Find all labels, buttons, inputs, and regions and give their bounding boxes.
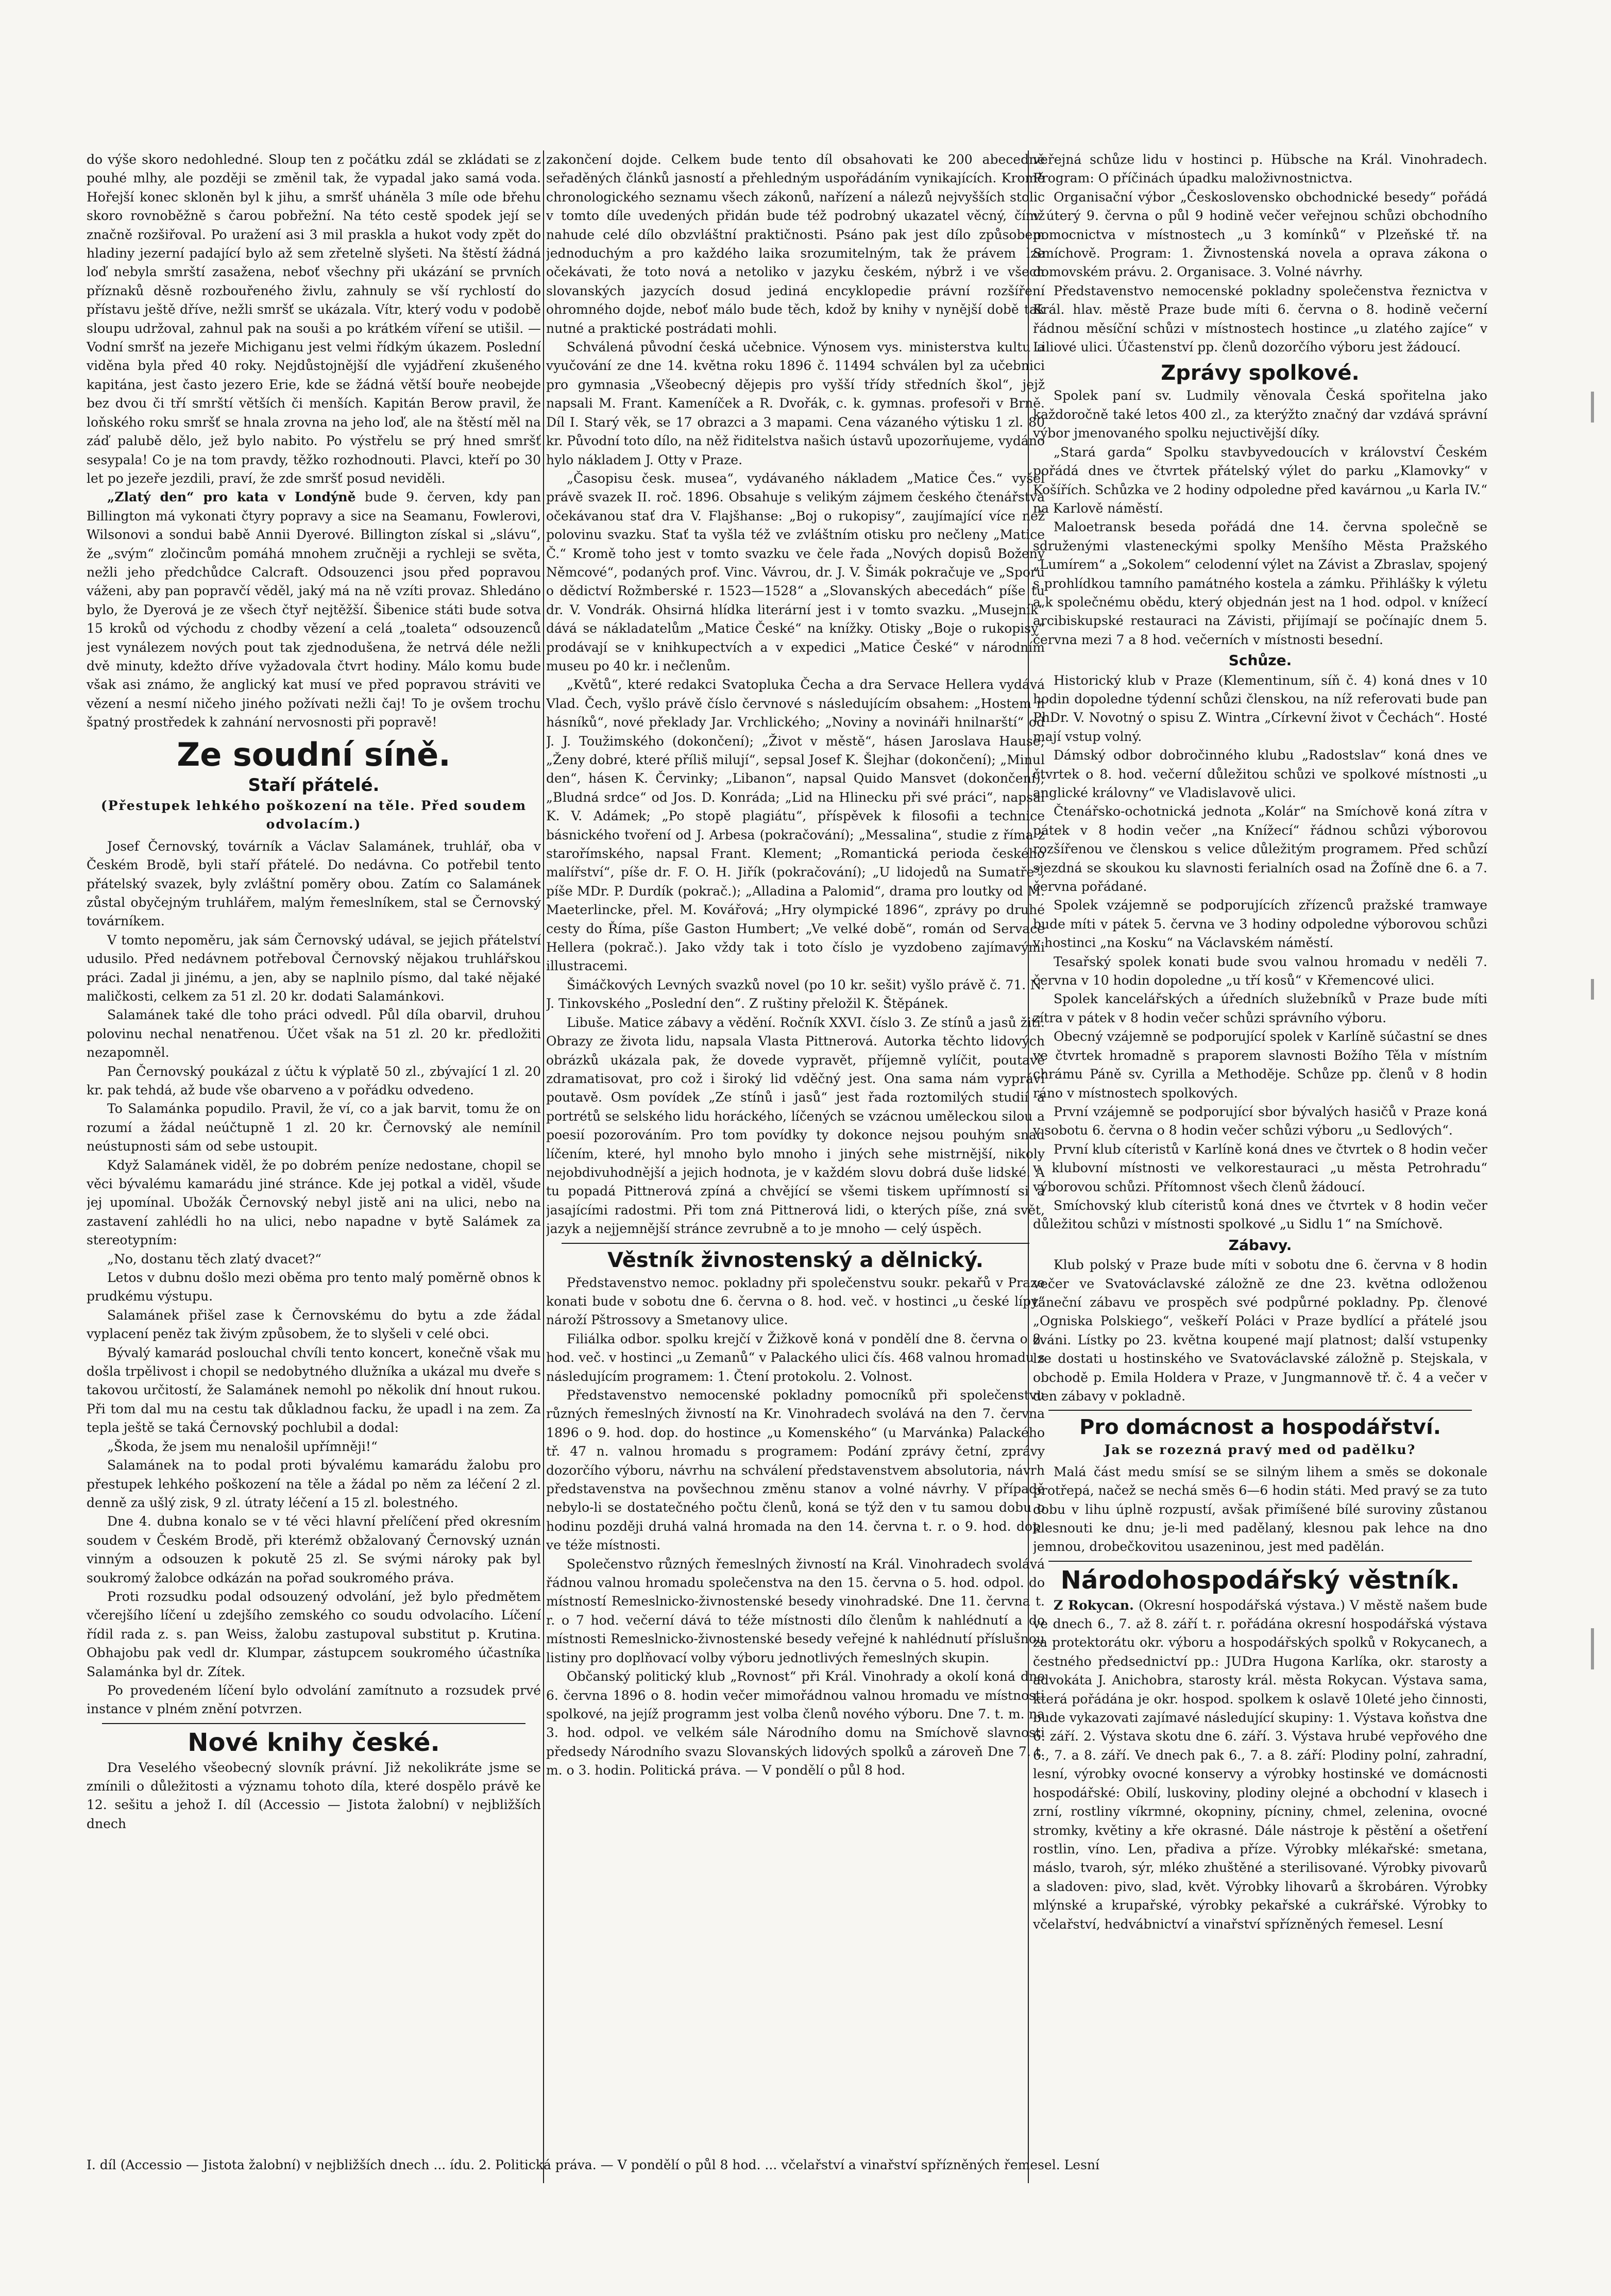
article-paragraph: Salamánek na to podal proti bývalému kamarádu žalobu pro přestupek lehkého poškození na těle a žádal po něm za léčení 2 zl. denně za ušlý zisk, 9 zl. útraty léčení a 15 zl. bolestného.: [87, 1458, 541, 1510]
article-text: bude 9. červen, kdy pan Billington má vykonati čtyry popravy a sice na Seamanu, Fowlerovi, Wilsonovi a sondui babě Annii Dyerové. Billington získal si „slávu“, že „svým“ zločincům pomáhá mnohem zručněji a rychleji se světa, nežli jeho předchůdce Calcraft. Odsouzenci jsou před popravou váženi, aby pan popravčí věděl, jaký má na ně vzíti provaz. Shledáno bylo, že Dyerová je ze všech čtyř nejtěžší. Šibenice státi bude sotva 15 kroků od východu z chodby vězení a celá „toaleta“ odsouzenců jest vynálezem nových pout tak zjednodušena, že netrvá déle nežli dvě minuty, kdežto dříve vyžadovala čtvrt hodiny. Málo komu bude však asi známo, že anglický kat musí ve před popravou stráviti ve vězení a nesmí ničeho jiného požívati nežli čaj! To je ovšem trochu špatný prostředek k zahnání nervosnosti při popravě!: [87, 489, 541, 730]
article-paragraph: V tomto nepoměru, jak sám Černovský udával, se jejich přátelství udusilo. Před nedávnem potřeboval Černovský nějakou truhlářskou práci. Zadal ji jinému, a jen, aby se naplnilo písmo, dal také nějaké maličkosti, celkem za 51 zl. 20 kr. dodati Salamánkovi.: [87, 932, 541, 1004]
article-paragraph: Salamánek přišel zase k Černovskému do bytu a zde žádal vyplacení peněz tak živým způsobem, že to slyšeli v celé obci.: [87, 1307, 541, 1342]
section-heading: Národohospodářský věstník.: [1060, 1565, 1460, 1595]
notice-paragraph: Historický klub v Praze (Klementinum, síň č. 4) koná dnes v 10 hodin dopoledne týdenní schůzi členskou, na níž referovati bude pan PhDr. V. Novotný o spisu Z. Wintra „Církevní život v Čechách“. Hosté mají vstup volný.: [1033, 672, 1487, 744]
article-paragraph: „Květů“, které redakci Svatopluka Čecha a dra Servace Hellera vydává Vlad. Čech, vyšlo právě číslo červnové s následujícím obsahem: „Hostem n hásníků“, nové překlady Jar. Vrchlického; „Noviny a novináři hnilnarští“ od J. J. Toužimského (dokončení); „Život v městě“, hásen Jaroslava Hause; „Ženy dobré, které příliš milují“, sepsal Josef K. Šlejhar (dokončení); „Minul den“, hásen K. Červinky; „Libanon“, napsal Quido Mansvet (dokončení); „Bludná srdce“ od Jos. D. Konráda; „Lid na Hlinecku při své práci“, napsal K. V. Adámek; „Po stopě plagiátu“, příspěvek k filosofii a technice básnického tvoření od J. Arbesa (pokračování); „Messalina“, studie z říma z starořímského, napsal Frant. Klement; „Romantická perioda českého malířství“, píše dr. F. O. H. Jiřík (pokračování); „U lidojedů na Sumatře“, píše MDr. P. Durdík (pokrač.); „Alladina a Palomid“, drama pro loutky od M. Maeterlincke, přel. M. Kovářová; „Hry olympické 1896“, zprávy po druhé cesty do Říma, píše Gaston Humbert; „Ve velké době“, román od Servace Hellera (pokrač.). Jako vždy tak i toto číslo je vyzdobeno zajímavými illustracemi.: [546, 677, 1045, 974]
separator: [1048, 1561, 1472, 1562]
article-paragraph: [87, 488, 541, 732]
scan-edge-mark: [1591, 979, 1594, 1000]
article-lead: Z Rokycan.: [1054, 1597, 1134, 1613]
notice-paragraph: Společenstvo různých řemeslných živností na Král. Vinohradech svolává řádnou valnou hromadu společenstva na den 15. června o 5. hod. odpol. do místností Remeslnicko-živnostenské besedy vinohradské. Dne 11. června t. r. o 7 hod. večerní dává to téže místnosti dílo členům k nahlédnutí a do místnosti Remeslnicko-živnostenské besedy veřejné k nahlédnutí příslušnou listiny pro doplňovací volby výboru jednotlivých řemeslných skupin.: [546, 1556, 1045, 1665]
article-paragraph: Schválená původní česká učebnice. Výnosem vys. ministerstva kultu a vyučování ze dne 14. května roku 1896 č. 11494 schválen byl za učebnici pro gymnasia „Všeobecný dějepis pro vyšší třídy středních škol“, jejž napsali M. Frant. Kameníček a R. Dvořák, c. k. gymnas. profesoři v Brně. Díl I. Starý věk, se 17 obrazci a 3 mapami. Cena vázaného výtisku 1 zl. 80 kr. Původní toto dílo, na něž řiditelstva našich ústavů upozorňujeme, vydáno hylo nákladem J. Otty v Praze.: [546, 340, 1045, 467]
notice-paragraph: Filiálka odbor. spolku krejčí v Žižkově koná v pondělí dne 8. června o 8. hod. več. v hostinci „u Zemanů“ v Palackého ulici čís. 468 valnou hromadu s následujícím programem: 1. Čtení protokolu. 2. Volnost.: [546, 1331, 1045, 1384]
notice-paragraph: Spolek paní sv. Ludmily věnovala Česká spořitelna jako každoročně také letos 400 zl., za kterýžto značný dar vzdává správní výbor jmenovaného spolku nejuctivější díky.: [1033, 388, 1487, 441]
article-paragraph: do výše skoro nedohledné. Sloup ten z počátku zdál se zkládati se z pouhé mlhy, ale později se změnil tak, že vypadal jako samá voda. Hořejší konec skloněn byl k jihu, a smršť uháněla 3 míle ode břehu skoro rovnoběžně s čarou pobřežní. Na této cestě spodek její se značně rozšiřoval. Po uražení asi 3 mil praskla a hukot vody zpět do hladiny jezerní padající bylo až sem zřetelně slyšeti. Na štěstí žádná loď nebyla smrští zasažena, neboť všechny při ukázání se prvních příznaků děsně rozbouřeného živlu, zahnuly se vší rychlostí do přístavu ještě dříve, nežli smršť se ukázala. Vítr, který vodu v podobě sloupu udržoval, zahnul pak na souši a po krátkém víření se utišil. — Vodní smršť na jezeře Michiganu jest velmi řídkým úkazem. Poslední viděna byla před 40 roky. Nejdůstojnější dle vyjádření zkušeného kapitána, jest často jezero Erie, kde se žádná větší bouře neobejde bez dvou či tří smrští větších či menších. Kapitán Berow pravil, že loňského roku smršť se hnala zrovna na jeho loď, ale na štěstí měl na záď palubě dělo, jež bylo nabito. Po výstřelu se prý hned smršť sesypala! Co je na tom pravdy, těžko rozhodnouti. Plavci, kteří po 30 let po jezeře jezdili, praví, že zde smršť posud neviděli.: [87, 152, 541, 486]
separator: [102, 1723, 525, 1724]
notice-paragraph: Klub polský v Praze bude míti v sobotu dne 6. června v 8 hodin večer ve Svatováclavské záložně ze dne 23. května odloženou taneční zábavu ve prospěch své podpůrné pokladny. Pp. členové „Ogniska Polskiego“, veškeří Poláci v Praze bydlící a přátelé jsou zváni. Lístky po 23. května koupené mají platnost; další vstupenky lze dostati u hostinského ve Svatováclavské záložně p. Stejskala, v obchodě p. Emila Holdera v Praze, v Jungmannově tř. č. 4 a večer v den zábavy v pokladně.: [1033, 1257, 1487, 1404]
notice-paragraph: Spolek vzájemně se podporujících zřízenců pražské tramwaye bude míti v pátek 5. června ve 3 hodiny odpoledne výborovou schůzi v hostinci „na Kosku“ na Václavském náměstí.: [1033, 898, 1487, 951]
notice-paragraph: Tesařský spolek konati bude svou valnou hromadu v neděli 7. června v 10 hodin dopoledne „u tří kosů“ v Křemencové ulici.: [1033, 954, 1487, 988]
article-paragraph: [1033, 1596, 1487, 1934]
article-paragraph: Když Salamánek viděl, že po dobrém peníze nedostane, chopil se věci bývalému kamarádu jiné stránce. Kde jej potkal a viděl, všude jej upomínal. Ubožák Černovský nebyl jistě ani na ulici, nebo na zastavení zahlédli ho na ulici, nebo napadne v bytě Salámek za stereotypním:: [87, 1157, 541, 1248]
article-paragraph: Dne 4. dubna konalo se v té věci hlavní přelíčení před okresním soudem v Českém Brodě, při kterémž obžalovaný Černovský uznán vinným a odsouzen k pokutě 25 zl. Se svými nároky pak byl soukromý žalobce odkázán na pořad soukromého práva.: [87, 1514, 541, 1585]
article-paragraph: Proti rozsudku podal odsouzený odvolání, jež bylo předmětem včerejšího líčení u zdejšího zemského co soudu odvolacího. Líčení řídil rada z. s. pan Weiss, žalobu zastupoval substitut p. Krutina. Obhajobu pak vedl dr. Klumpar, zástupcem soukromého účastníka Salamánka byl dr. Zítek.: [87, 1589, 541, 1679]
subsection-heading: Zábavy.: [1228, 1236, 1292, 1254]
separator: [1048, 1410, 1472, 1411]
article-paragraph: „Časopisu česk. musea“, vydávaného nákladem „Matice Čes.“ vyšel právě svazek II. roč. 1896. Obsahuje s velikým zájmem českého čtenářstva očekávanou stať dra V. Flajšhanse: „Boj o rukopisy“, zaujímající více než polovinu svazku. Stať ta vyšla též ve zvláštním otisku pro nečleny „Matice Č.“ Kromě toho jest v tomto svazku ve čele řada „Nových dopisů Boženy Němcové“, podaných prof. Vinc. Vávrou, dr. J. V. Šimák pokračuje ve „Sporu o dědictví Rožmberské r. 1523—1528“ a „Slovanských abecedách“ píše tu dr. V. Vondrák. Ohsirná hlídka literární jest i v tomto svazku. „Musejník“ dává se nákladatelům „Matice České“ na knížky. Otisky „Boje o rukopisy“ prodávají se v knihkupectvích a v expedici „Matice České“ v národním museu po 40 kr. i nečlenům.: [546, 470, 1045, 673]
subsection-heading: Schůze.: [1228, 652, 1292, 669]
article-paragraph: To Salamánka popudilo. Pravil, že ví, co a jak barvit, tomu že on rozumí a žádal neúčtupně 1 zl. 20 kr. Černovský ale nemínil neústupnosti sám od sebe ustoupit.: [87, 1101, 541, 1154]
section-heading: Věstník živnostenský a dělnický.: [607, 1248, 983, 1272]
article-paragraph: „No, dostanu těch zlatý dvacet?“: [107, 1251, 321, 1267]
scan-edge-mark: [1591, 392, 1594, 423]
article-paragraph: „Škoda, že jsem mu nenalošil upřímněji!“: [107, 1439, 378, 1454]
scan-edge-mark: [1591, 1628, 1594, 1669]
article-paragraph: Šimáčkových Levných svazků novel (po 10 kr. sešit) vyšlo právě č. 71. N. J. Tinkovského „Poslední den“. Z ruštiny přeložil K. Štěpánek.: [546, 977, 1045, 1011]
section-heading: Ze soudní síně.: [177, 735, 451, 773]
notice-paragraph: Obecný vzájemně se podporující spolek v Karlíně súčastní se dnes ve čtvrtek hromadně s praporem slavnosti Božího Těla v místním chrámu Páně sv. Cyrilla a Methoděje. Schůze pp. členů v 8 hodin ráno v místnostech spolkových.: [1033, 1029, 1487, 1101]
article-paragraph: Josef Černovský, továrník a Václav Salamánek, truhlář, oba v Českém Brodě, byli staří přátelé. Do nedávna. Co potřebil tento přátelský svazek, byly zvláštní poměry obou. Zatím co Salamánek zůstal obyčejným truhlářem, malým řemeslníkem, stal se Černovský továrníkem.: [87, 838, 541, 929]
article-paragraph: Pan Černovský poukázal z účtu k výplatě 50 zl., zbývající 1 zl. 20 kr. pak tehdá, až bude vše obarveno a v pořádku odvedeno.: [87, 1063, 541, 1098]
section-heading: Nové knihy české.: [188, 1728, 440, 1757]
notice-paragraph: První klub cíteristů v Karlíně koná dnes ve čtvrtek o 8 hodin večer v klubovní místnosti ve velkorestauraci „u města Petrohradu“ výborovou schůzi. Přítomnost všech členů žádoucí.: [1033, 1141, 1487, 1194]
section-heading: Zprávy spolkové.: [1161, 361, 1360, 385]
article-text: (Okresní hospodářská výstava.) V městě našem bude ve dnech 6., 7. až 8. září t. r. pořádána okresní hospodářská výstava za protektorátu okr. výboru a hospodářských spolků v Rokycanech, a čestného předsednictví pp.: JUDra Hugona Karlíka, okr. starosty a advokáta J. Anichobra, starosty král. města Rokycan. Výstava sama, která pořádána je okr. hospod. spolkem k oslavě 10leté jeho činnosti, bude vykazovati zajímavé následující skupiny: 1. Výstava koňstva dne 6. září. 2. Výstava skotu dne 6. září. 3. Výstava hrubé vepřového dne 6., 7. a 8. září. Ve dnech pak 6., 7. a 8. září: Plodiny polní, zahradní, lesní, výrobky ovocné konservy a výrobky hostinské ve domácnosti hospodářské: Obilí, luskoviny, plodiny olejné a obchodní v klasech i zrní, rostliny víkrmné, okopniny, pícniny, chmel, zelenina, ovocné stromky, květiny a kře okrasné. Dále nástroje k pěstění a ošetření rostlin, víno. Len, přadiva a příze. Výrobky mlékařské: smetana, máslo, tvaroh, sýr, mléko zhuštěné a sterilisované. Výrobky pivovarů a sladoven: pivo, slad, květ. Výrobky lihovarů a škrobáren. Výrobky mlýnské a krupařské, výrobky pekařské a cukrářské. Výrobky to včelařství, hedvábnictví a vinařství spřízněných řemesel. Lesní: [1033, 1597, 1487, 1932]
article-paragraph: Libuše. Matice zábavy a vědění. Ročník XXVI. číslo 3. Ze stínů a jasů žití. Obrazy ze života lidu, napsala Vlasta Pittnerová. Autorka těchto lidových obrázků ukázala pak, že dovede vypravět, příjemně vylíčit, poutavě zdramatisovat, pro což i široký lid vděčný jest. Ona sama nám vypráví poutavě. Osm povídek „Ze stínů i jasů“ jest řada roztomilých studií a portrétů se selského lidu horáckého, líčených se vzácnou uměleckou silou a poesií pozorováním. Pro tom povídky ty dokonce nejsou pouhým snad líčením, které, hyl mnoho bylo mnoho i jiných sehe mistrnější, nikoly nejobdivuhodnější a jejich hodnota, je v každém slovu dobrá duše lidské. A tu popadá Pittnerová zpíná a chvějící se všemi tiskem upřímností si a jasajícími radostmi. Při tom zná Pittnerová lidi, o kterých píše, zná svět, jazyk a nejjemnější stránce zevrubně a to je mnoho — celý úspěch.: [546, 1015, 1045, 1237]
article-subtitle: (Přestupek lehkého poškození na těle. Před soudem odvolacím.): [100, 798, 527, 832]
middle-column: [546, 150, 1045, 2175]
notice-paragraph: Představenstvo nemocenské pokladny pomocníků při společenstvu různých řemeslných živností na Kr. Vinohradech svolává na den 7. června 1896 o 9. hod. dop. do hostince „u Komenského“ (u Marvánka) Palackého tř. 47 n. valnou hromadu s programem: Podání zprávy četní, zprávy dozorčího výboru, návrhu na schválení představenstvem absolutoria, návrh představenstva na povšechnou změnu stanov a volné návrhy. V případě nebylo-li se dostatečného počtu členů, koná se týž den v tu samou dobu o hodinu později druhá valná hromada na den 14. června t. r. o 9. hod. dop. ve téže místnosti.: [546, 1388, 1045, 1553]
notice-paragraph: Dámský odbor dobročinného klubu „Radostslav“ koná dnes ve čtvrtek o 8. hod. večerní důležitou schůzi ve spolkové místnosti „u anglické královny“ ve Vladislavově ulici.: [1033, 748, 1487, 800]
column-rule: [543, 150, 544, 2183]
notice-paragraph: Spolek kancelářských a úředních služebníků v Praze bude míti zítra v pátek v 8 hodin večer schůzi správního výboru.: [1033, 991, 1487, 1025]
section-heading: Pro domácnost a hospodářství.: [1079, 1415, 1441, 1440]
left-column: [87, 150, 541, 2175]
separator: [562, 1243, 1029, 1244]
notice-paragraph: veřejná schůze lidu v hostinci p. Hübsche na Král. Vinohradech. Program: O příčinách úpadku maloživnostnictva.: [1033, 152, 1487, 186]
article-lead: „Zlatý den“ pro kata v Londýně: [107, 489, 356, 505]
notice-paragraph: První vzájemně se podporující sbor bývalých hasičů v Praze koná v sobotu 6. června o 8 hodin večer schůzi výboru „u Sedlových“.: [1033, 1104, 1487, 1138]
notice-paragraph: Smíchovský klub cíteristů koná dnes ve čtvrtek v 8 hodin večer důležitou schůzi v místnosti spolkové „u Sidlu 1“ na Smíchově.: [1033, 1197, 1487, 1232]
notice-paragraph: Představenstvo nemoc. pokladny při společenstvu soukr. pekařů v Praze konati bude v sobotu dne 6. června o 8. hod. več. v hostinci „u české lípy“ nároží Pštrossovy a Smetanovy ulice.: [546, 1275, 1045, 1328]
notice-paragraph: Maloetransk beseda pořádá dne 14. června společně se sdruženými vlasteneckými spolky Menšího Města Pražského „Lumírem“ a „Sokolem“ celodenní výlet na Závist a Zbraslav, spojený s prohlídkou tamního památného kostela a zámku. Přihlášky k výletu a k společnému obědu, který objednán jest na 1 hod. odpol. v knížecí arcibiskupské restauraci na Závisti, přijímají se počínajíc dnem 5. června mezi 7 a 8 hod. večerních v místnosti besední.: [1033, 519, 1487, 647]
article-paragraph: Salamánek také dle toho práci odvedl. Půl díla obarvil, druhou polovinu nechal nenatřenou. Účet však na 51 zl. 20 kr. předložiti nezapomněl.: [87, 1007, 541, 1060]
article-paragraph: Dra Veselého všeobecný slovník právní. Již nekolikráte jsme se zmínili o důležitosti a významu tohoto díla, které dospělo právě ke 12. sešitu a jehož I. díl (Accessio — Jistota žalobní) v nejbližších dnech: [87, 1760, 541, 1831]
notice-paragraph: Představenstvo nemocenské pokladny společenstva řeznictva v Král. hlav. městě Praze bude míti 6. června o 8. hodině večerní řádnou měsíční schůzi v místnostech hostince „u zlatého zajíce“ v Liliové ulici. Účastenství pp. členů dozorčího výboru jest žádoucí.: [1033, 283, 1487, 355]
article-subtitle: Jak se rozezná pravý med od padělku?: [1104, 1442, 1416, 1458]
article-paragraph: zakončení dojde. Celkem bude tento díl obsahovati ke 200 abecedně seřaděných článků jasností a přehledným uspořádáním vynikajících. Kromě chronologického seznamu všech zákonů, nařízení a nálezů nejvyšších stolic v tomto díle uvedených přidán bude též podrobný ukazatel věcný, čímž nahude celé dílo obzvláštní praktičnosti. Psáno pak jest dílo způsobem jednoduchým a pro každého laika srozumitelným, tak že právem lze očekávati, že toto nová a netoliko v jazyku českém, nýbrž i ve všech slovanských jazycích dosud jediná encyklopedie právní rozšíření ohromného dojde, neboť málo bude těch, kdož by knihy v nynější době tak nutné a praktické postrádati mohli.: [546, 152, 1045, 336]
notice-paragraph: Čtenářsko-ochotnická jednota „Kolár“ na Smíchově koná zítra v pátek v 8 hodin večer „na Knížecí“ řádnou schůzi výborovou rozšířenou ve členskou s velice důležitým programem. Před schůzí sjezdná se skoukou ku slavnosti ferialních osad na Žofíně dne 6. a 7. června pořádané.: [1033, 804, 1487, 894]
article-paragraph: Po provedeném líčení bylo odvolání zamítnuto a rozsudek prvé instance v plném znění potvrzen.: [87, 1682, 541, 1717]
article-paragraph: Letos v dubnu došlo mezi oběma pro tento malý poměrně obnos k prudkému výstupu.: [87, 1270, 541, 1304]
article-title: Staří přátelé.: [248, 774, 380, 796]
notice-paragraph: Organisační výbor „Československo obchodnické besedy“ pořádá v úterý 9. června o půl 9 hodině večer veřejnou schůzi obchodního pomocnictva v místnostech „u 3 komínků“ v Plzeňské tř. na Smíchově. Program: 1. Živnostenská novela a oprava zákona o domovském právu. 2. Organisace. 3. Volné návrhy.: [1033, 189, 1487, 280]
article-paragraph: Bývalý kamarád poslouchal chvíli tento koncert, konečně však mu došla trpělivost i chopil se nedobytného dlužníka a ukázal mu dveře s takovou určitostí, že Salamánek nemohl po několik dní hnout rukou. Při tom dal mu na cestu tak důkladnou facku, že upadl i na zem. Za tepla ještě se taká Černovský pochlubil a dodal:: [87, 1345, 541, 1436]
right-column: [1033, 150, 1487, 2175]
article-paragraph: Malá část medu smísí se se silným lihem a směs se dokonale protřepá, načež se nechá směs 6—6 hodin státi. Med pravý se za tuto dobu v lihu úplně rozpustí, avšak přimíšené bílé suroviny zůstanou klesnouti ke dnu; je-li med padělaný, klesnou pak lehce na dno jemnou, drobečkovitou usazeninou, jest med padělán.: [1033, 1464, 1487, 1555]
notice-paragraph: Občanský politický klub „Rovnost“ při Král. Vinohrady a okolí koná dne 6. června 1896 o 8. hodin večer mimořádnou valnou hromadu ve místnosti spolkové, na jejíž programm jest volba členů nového výboru. Dne 7. t. m. na 3. hod. odpol. ve velkém sále Národního domu na Smíchově slavnosti předsedy Národního svazu Slovanských lidových spolků a zároveň Dne 7. t. m. o 3. hodin. Politická práva. — V pondělí o půl 8 hod.: [546, 1669, 1045, 1778]
notice-paragraph: „Stará garda“ Spolku stavbyvedoucích v království Českém pořádá dnes ve čtvrtek přátelský výlet do parku „Klamovky“ v Košířích. Schůzka ve 2 hodiny odpoledne před kavárnou „u Karla IV.“ na Karlově náměstí.: [1033, 444, 1487, 516]
page-bottom-line: I. díl (Accessio — Jistota žalobní) v nejbližších dnech ... ídu. 2. Politická práva. — V pondělí o půl 8 hod. ... včelařství a vinařství spřízněných řemesel. Lesní: [87, 2157, 1100, 2172]
